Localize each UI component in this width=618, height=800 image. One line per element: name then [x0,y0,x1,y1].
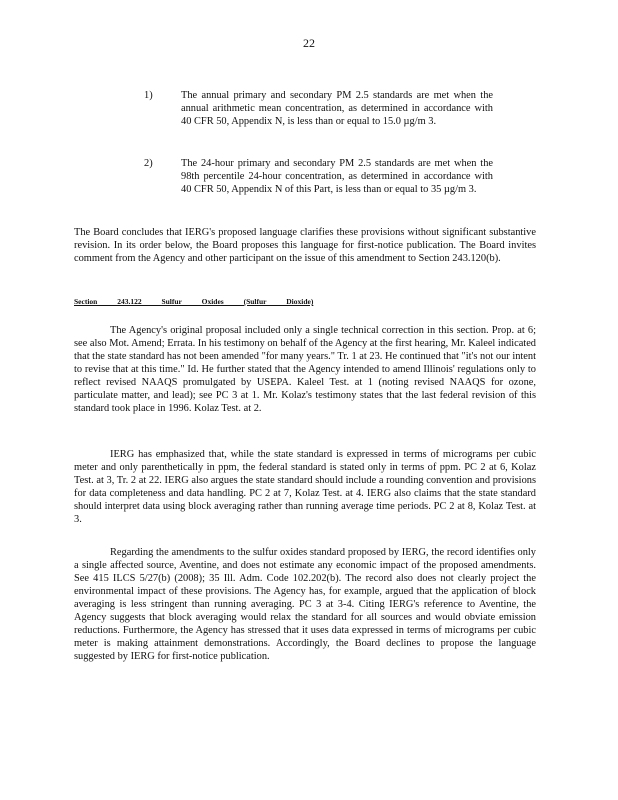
board-paragraph: The Board concludes that IERG's proposed language clarifies these provisions without significant substantive revision. In its order below, the Board proposes this language for first-notice publication. The Board invites comment from the Agency and other participant on the issue of this amendment to Section 243.120(b). [74,227,536,264]
section-heading: Section 243.122 Sulfur Oxides (Sulfur Dioxide) [74,297,314,306]
list-item-number: 2) [144,158,153,169]
body-paragraph: Regarding the amendments to the sulfur oxides standard proposed by IERG, the record identifies only a single affected source, Aventine, and does not estimate any economic impact of the proposed amendments. See 415 ILCS 5/27(b) (2008); 35 Ill. Adm. Code 102.202(b). The record also does not clearly project the environmental impact of these provisions. The Agency has, for example, argued that the application of block averaging is less stringent than running averaging. PC 3 at 3-4. Citing IERG's reference to Aventine, the Agency suggests that block averaging would relax the standard for all sources and would obviate emission reductions. Furthermore, the Agency has stressed that it uses data expressed in terms of micrograms per cubic meter is making attainment demonstrations. Accordingly, the Board declines to propose the language suggested by IERG for first-notice publication. [74,547,536,662]
body-paragraph: The Agency's original proposal included only a single technical correction in this section. Prop. at 6; see also Mot. Amend; Errata. In his testimony on behalf of the Agency at the first hearing, Mr. Kaleel indicated that the state standard has not been amended "for many years." Tr. 1 at 23. He continued that "it's not our intent to revise that at this time." Id. He further stated that the Agency intended to amend Illinois' regulations only to reflect revised NAAQS promulgated by USEPA. Kaleel Test. at 1 (noting revised NAAQS for ozone, particulate matter, and lead); see PC 3 at 1. Mr. Kolaz's testimony states that the last federal revision of this standard took place in 1996. Kolaz Test. at 2. [74,325,536,414]
body-paragraph: IERG has emphasized that, while the state standard is expressed in terms of micrograms per cubic meter and only parenthetically in ppm, the federal standard is stated only in terms of ppm. PC 2 at 6, Kolaz Test. at 3, Tr. 2 at 22. IERG also argues the state standard should include a rounding convention and provisions for data completeness and data handling. PC 2 at 7, Kolaz Test. at 4. IERG also claims that the state standard should interpret data using block averaging rather than running average time periods. PC 2 at 8, Kolaz Test. at 3. [74,449,536,525]
list-item-text: The annual primary and secondary PM 2.5 standards are met when the annual arithmetic mean concentration, as determined in accordance with 40 CFR 50, Appendix N, is less than or equal to 15.0 µg/m 3. [181,90,493,127]
list-item-text: The 24-hour primary and secondary PM 2.5 standards are met when the 98th percentile 24-hour concentration, as determined in accordance with 40 CFR 50, Appendix N of this Part, is less than or equal to 35 µg/m 3. [181,158,493,195]
list-item-number: 1) [144,90,153,101]
page-number: 22 [303,36,315,50]
